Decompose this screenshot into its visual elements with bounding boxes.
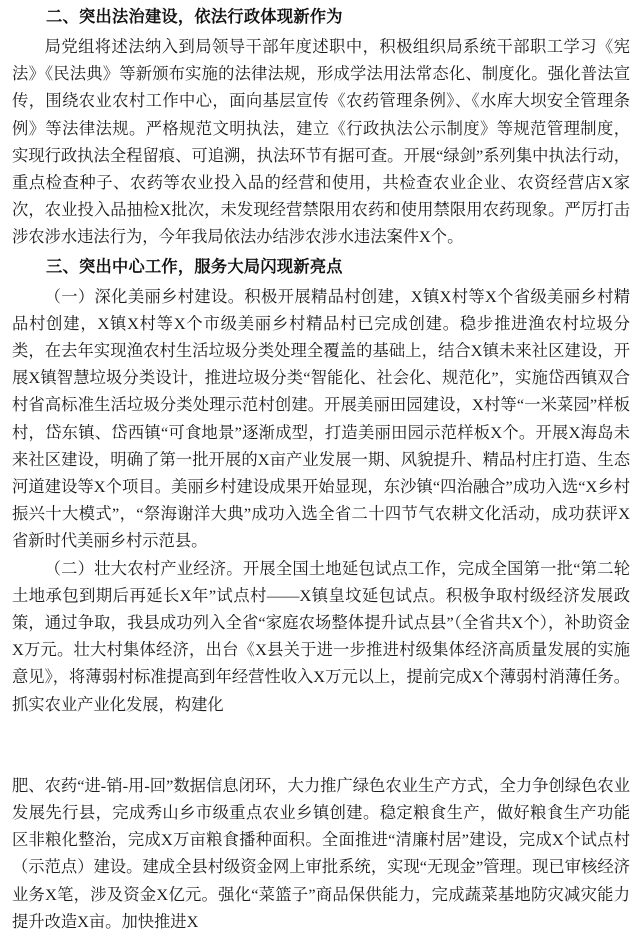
page-break-gap: [12, 718, 630, 772]
section-two-heading: 二、突出法治建设，依法行政体现新作为: [46, 8, 343, 26]
section-three-heading: 三、突出中心工作，服务大局闪现新亮点: [46, 257, 343, 276]
section-three-continued: [12, 772, 630, 935]
section-three-paragraph-1: （一）深化美丽乡村建设。积极开展精品村创建，X镇X村等X个省级美丽乡村精品村创建，X镇X村等X个市级美丽乡村精品村已完成创建。稳步推进渔农村垃圾分类，在去年实现渔农村生活垃圾分类处理全覆盖的基础上，结合X镇未来社区建设，开展X镇智慧垃圾分类设计，推进垃圾分类“智能化、社会化、规范化”，实施岱西镇双合村省高标准生活垃圾分类处理示范村创建。开展美丽田园建设，X村等“一米菜园”样板村，岱东镇、岱西镇“可食地景”逐渐成型，打造美丽田园示范样板X个。开展X海岛未来社区建设，明确了第一批开展的X亩产业发展一期、风貌提升、精品村庄打造、生态河道建设等X个项目。美丽乡村建设成果开始显现，东沙镇“四治融合”成功入选“X乡村振兴十大模式”，“祭海谢洋大典”成功入选全省二十四节气农耕文化活动，成功获评X省新时代美丽乡村示范县。: [12, 286, 630, 551]
section-two: [12, 6, 630, 251]
section-three: [12, 256, 630, 718]
section-two-paragraph-1: 局党组将述法纳入到局领导干部年度述职中，积极组织局系统干部职工学习《宪法》《民法典》等新颁布实施的法律法规，形成学法用法常态化、制度化。强化普法宣传，围绕农业农村工作中心，面向基层宣传《农药管理条例》、《水库大坝安全管理条例》等法律法规。严格规范文明执法，建立《行政执法公示制度》等规范管理制度，实现行政执法全程留痕、可追溯，执法环节有据可查。开展“绿剑”系列集中执法行动，重点检查种子、农药等农业投入品的经营和使用，共检查农业企业、农资经营店X家次，农业投入品抽检X批次，未发现经营禁限用农药和使用禁限用农药现象。严厉打击涉农涉水违法行为，今年我局依法办结涉农涉水违法案件X个。: [12, 37, 630, 247]
continuation-paragraph-1: 肥、农药“进-销-用-回”数据信息闭环，大力推广绿色农业生产方式，全力争创绿色农业发展先行县，完成秀山乡市级重点农业乡镇创建。稳定粮食生产，做好粮食生产功能区非粮化整治，完成X万亩粮食播种面积。全面推进“清廉村居”建设，完成X个试点村（示范点）建设。建成全县村级资金网上审批系统，实现“无现金”管理。现已审核经济业务X笔，涉及资金X亿元。强化“菜篮子”商品保供能力，完成蔬菜基地防灾减灾能力提升改造X亩。加快推进X: [12, 775, 630, 931]
section-three-paragraph-2: （二）壮大农村产业经济。开展全国土地延包试点工作，完成全国第一批“第二轮土地承包到期后再延长X年”试点村——X镇皇坟延包试点。积极争取村级经济发展政策，通过争取，我县成功列入全省“家庭农场整体提升试点县”（全省共X个），补助资金X万元。壮大村集体经济，出台《X县关于进一步推进村级集体经济高质量发展的实施意见》，将薄弱村标准提高到年经营性收入X万元以上，提前完成X个薄弱村消薄任务。抓实农业产业化发展，构建化: [12, 558, 630, 714]
